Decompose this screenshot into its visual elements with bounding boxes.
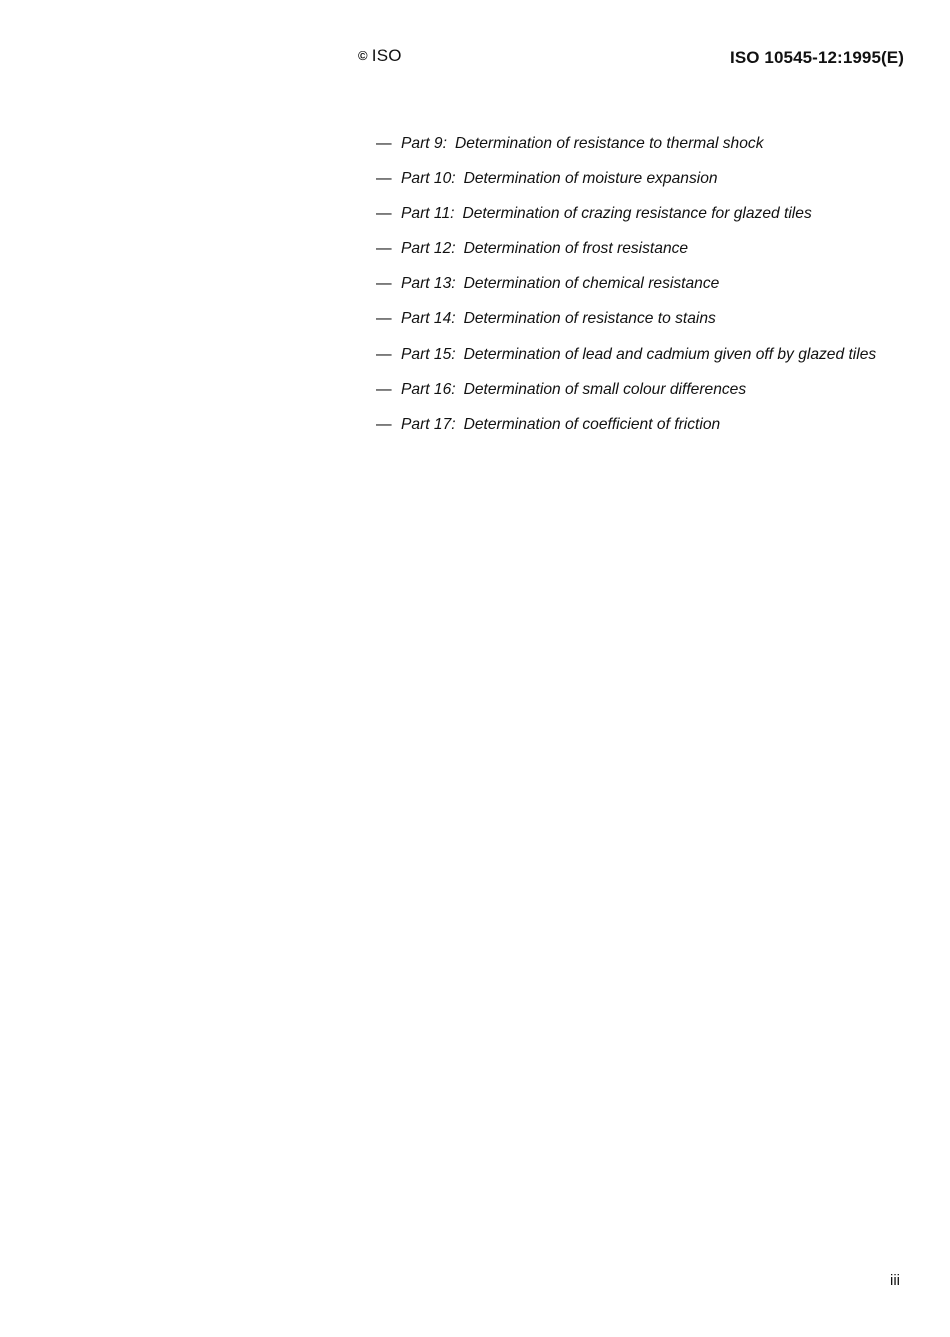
part-number: Part 14: [401, 310, 456, 328]
part-number: Part 17: [401, 415, 456, 433]
part-title: Determination of crazing resistance for glazed tiles [462, 205, 812, 223]
list-dash: — [376, 310, 392, 328]
list-item [376, 237, 876, 272]
list-item [376, 202, 876, 237]
part-number: Part 15: [401, 345, 456, 363]
part-title: Determination of moisture expansion [463, 170, 718, 188]
list-dash: — [376, 415, 392, 433]
part-title: Determination of frost resistance [463, 240, 689, 258]
list-item [376, 343, 876, 378]
list-item [376, 307, 876, 342]
standard-identifier: ISO 10545-12:1995(E) [730, 48, 904, 67]
list-dash: — [376, 205, 392, 223]
part-number: Part 9: [401, 135, 447, 152]
part-number: Part 12: [401, 240, 456, 258]
list-dash: — [376, 345, 392, 363]
part-title: Determination of small colour differences [463, 380, 747, 398]
part-number: Part 10: [401, 170, 456, 188]
list-dash: — [376, 240, 392, 258]
list-dash: — [376, 275, 392, 293]
part-number: Part 11: [401, 205, 455, 223]
part-title: Determination of chemical resistance [463, 275, 720, 293]
parts-list [376, 132, 876, 448]
part-title: Determination of resistance to stains [463, 310, 716, 328]
list-item [376, 132, 876, 167]
part-title: Determination of lead and cadmium given off by glazed tiles [463, 345, 877, 363]
list-item [376, 378, 876, 413]
part-title: Determination of coefficient of friction [463, 415, 721, 433]
list-dash: — [376, 380, 392, 398]
list-item [376, 272, 876, 307]
list-dash: — [376, 135, 392, 152]
list-dash: — [376, 170, 392, 188]
copyright-symbol: © [358, 48, 368, 63]
part-number: Part 16: [401, 380, 456, 398]
publisher-name: ISO [371, 46, 402, 65]
header-copyright [358, 46, 402, 66]
part-number: Part 13: [401, 275, 456, 293]
list-item [376, 413, 876, 448]
list-item [376, 167, 876, 202]
page-number: iii [890, 1272, 900, 1289]
part-title: Determination of resistance to thermal shock [454, 135, 764, 152]
